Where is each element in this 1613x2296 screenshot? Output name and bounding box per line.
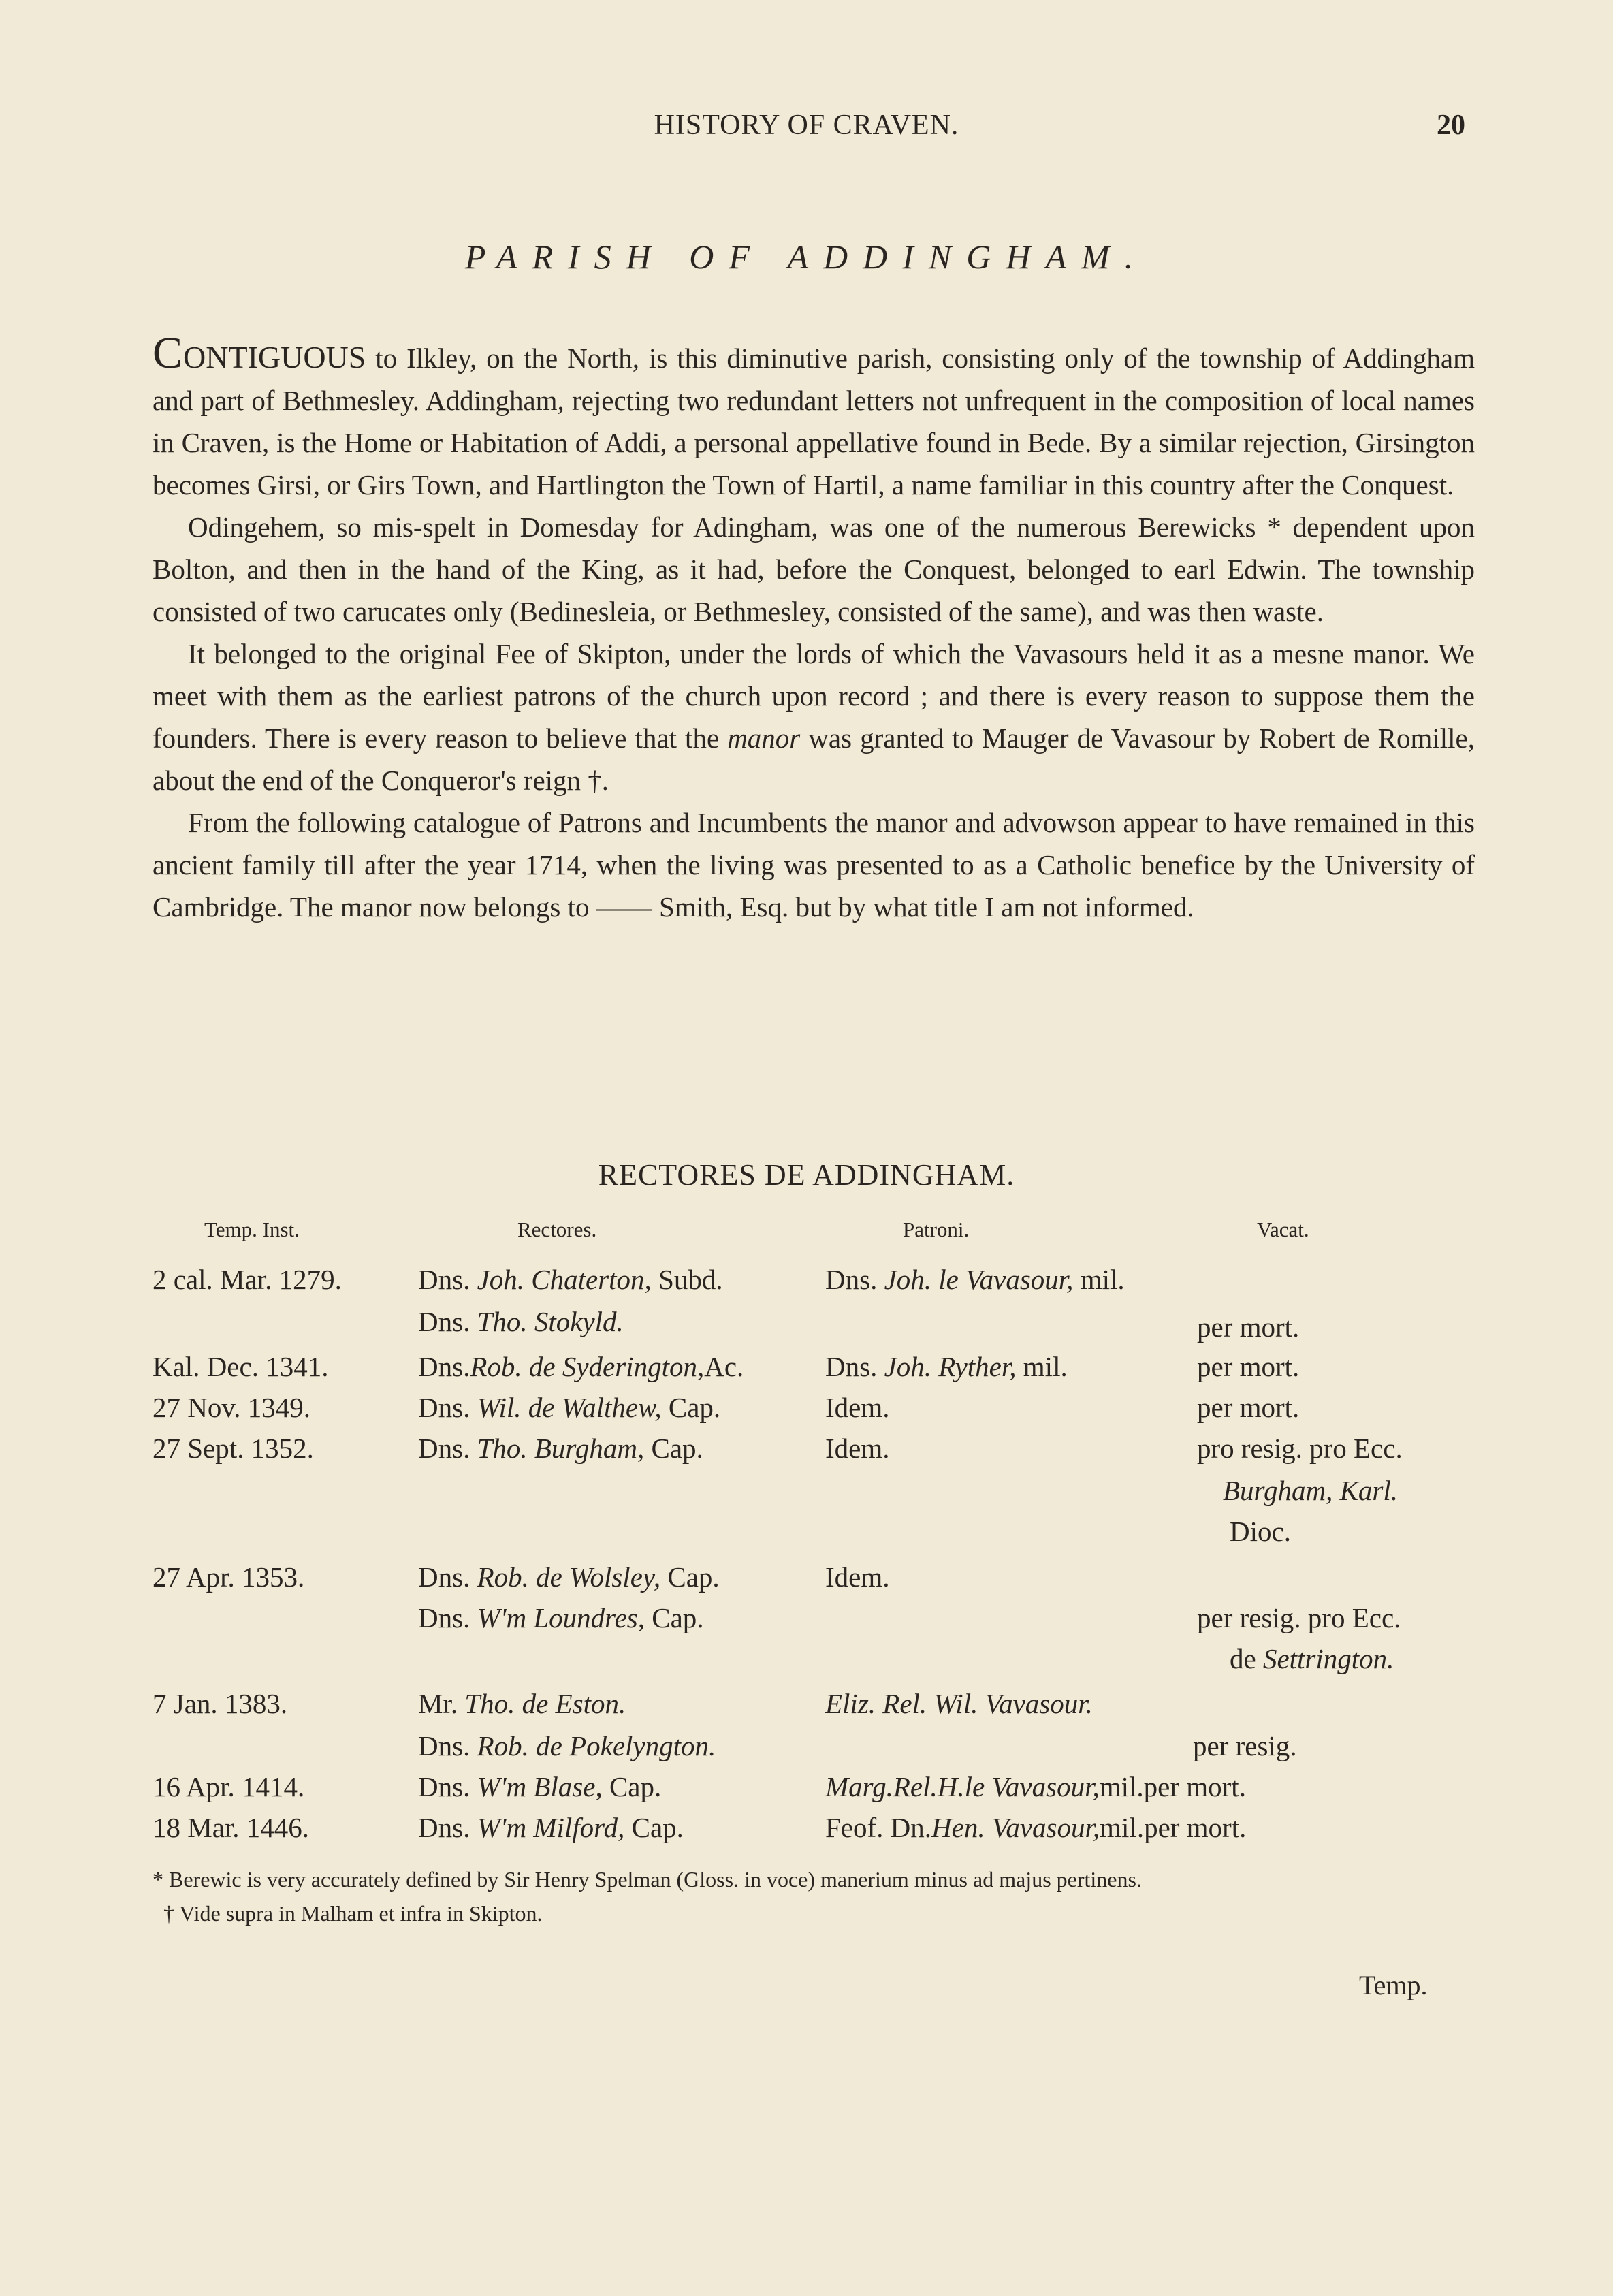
paragraph-4: From the following catalogue of Patrons and Incumbents the manor and advowson appear to have remained in this ancient family till after the year 1714, when the living was presented to as a Catholic benefice by the University of Cambridge. The manor now belongs to —— Smith, Esq. but by what title I am not informed. xyxy=(153,807,1475,923)
rector-title: Cap. xyxy=(644,1433,703,1464)
opening-word: ONTIGUOUS xyxy=(183,340,366,374)
row-patron: Eliz. Rel. Wil. Vavasour. xyxy=(825,1688,1093,1719)
footnote-2: † Vide supra in Malham et infra in Skipton. xyxy=(163,1901,543,1926)
rector-prefix: Dns. xyxy=(418,1392,477,1423)
rector-title: Cap. xyxy=(660,1561,720,1593)
column-header-patroni: Patroni. xyxy=(903,1217,970,1241)
row-vacat: per resig. xyxy=(1193,1730,1297,1761)
row-date: 27 Nov. 1349. xyxy=(153,1392,310,1423)
rector-prefix: Mr. xyxy=(418,1688,465,1719)
patron-name: Hen. Vavasour, xyxy=(931,1812,1100,1843)
row-rector xyxy=(418,1432,703,1465)
row-rector xyxy=(418,1305,624,1338)
row-vacat-continued: Dioc. xyxy=(1230,1516,1291,1547)
patron-suffix: mil. xyxy=(1073,1264,1125,1295)
patron-name: Marg.Rel.H.le Vavasour, xyxy=(825,1771,1100,1802)
rector-prefix: Dns. xyxy=(418,1433,477,1464)
row-vacat: per mort. xyxy=(1197,1351,1300,1382)
rector-prefix: Dns. xyxy=(418,1812,477,1843)
footnote-1: * Berewic is very accurately defined by Sir Henry Spelman (Gloss. in voce) manerium minus ad majus pertinens. xyxy=(153,1867,1142,1892)
paragraph-3 xyxy=(153,633,1475,801)
paragraph-2: Odingehem, so mis-spelt in Domesday for Adingham, was one of the numerous Berewicks * dependent upon Bolton, and then in the hand of the King, as it had, before the Conquest, belonged to earl Edwin. The township consisted of two carucates only (Bedinesleia, or Bethmesley, consisted of the same), and was then waste. xyxy=(153,511,1475,627)
rector-name: Tho. de Eston. xyxy=(464,1688,626,1719)
rector-title: Subd. xyxy=(651,1264,723,1295)
column-header-rectores: Rectores. xyxy=(517,1217,597,1241)
rector-name: Rob. de Wolsley, xyxy=(477,1561,661,1593)
row-patron: Idem. xyxy=(825,1433,890,1464)
rector-name: W'm Loundres, xyxy=(477,1602,645,1633)
rector-title: Cap. xyxy=(645,1602,704,1633)
rector-prefix: Dns. xyxy=(418,1264,477,1295)
row-date: 2 cal. Mar. 1279. xyxy=(153,1264,342,1295)
row-patron xyxy=(825,1811,1246,1844)
row-rector xyxy=(418,1350,744,1383)
rector-title: Cap. xyxy=(624,1812,684,1843)
row-patron xyxy=(825,1263,1125,1296)
row-date: Kal. Dec. 1341. xyxy=(153,1351,329,1382)
row-vacat: per resig. pro Ecc. xyxy=(1197,1602,1401,1633)
row-rector xyxy=(418,1263,723,1296)
row-date: 27 Sept. 1352. xyxy=(153,1433,314,1464)
row-patron xyxy=(825,1770,1246,1803)
patron-prefix: Dns. xyxy=(825,1264,884,1295)
patron-suffix: mil.per mort. xyxy=(1100,1812,1247,1843)
row-rector xyxy=(418,1391,720,1424)
row-vacat-continued: Burgham, Karl. xyxy=(1223,1475,1399,1506)
rector-name: Rob. de Pokelyngton. xyxy=(477,1730,716,1761)
patron-suffix: mil. xyxy=(1016,1351,1068,1382)
row-rector xyxy=(418,1601,704,1634)
rector-name: Tho. Burgham, xyxy=(477,1433,645,1464)
parish-title: PARISH OF ADDINGHAM. xyxy=(464,238,1149,276)
row-date: 18 Mar. 1446. xyxy=(153,1812,310,1843)
patron-suffix: mil.per mort. xyxy=(1099,1771,1246,1802)
rector-prefix: Dns. xyxy=(418,1771,477,1802)
rector-title: Cap. xyxy=(602,1771,662,1802)
row-patron: Idem. xyxy=(825,1392,890,1423)
paragraph-3-text-a: It belonged to the original Fee of Skipton, under the lords of which the Vavasours held it as a mesne manor. We meet with them as the earliest patrons of the church upon record ; and there is every reason to suppose them the founders. There is every reason to believe that the xyxy=(153,638,1475,754)
paragraph-3-text-b: was granted to Mauger de Vavasour by Robert de Romille, about the end of the Conqueror's reign †. xyxy=(153,722,1475,796)
row-patron xyxy=(825,1350,1068,1383)
row-rector xyxy=(418,1729,716,1762)
rector-name: W'm Milford, xyxy=(477,1812,625,1843)
drop-cap: C xyxy=(153,328,184,378)
footnotes xyxy=(153,1862,1475,1930)
column-header-temp: Temp. Inst. xyxy=(204,1217,300,1241)
vacat-prefix: de xyxy=(1230,1643,1263,1674)
vacat-place: Settrington. xyxy=(1262,1643,1394,1674)
row-patron: Idem. xyxy=(825,1561,890,1593)
row-vacat-continued xyxy=(1230,1642,1394,1675)
page-number: 20 xyxy=(1437,110,1465,141)
rector-prefix: Dns. xyxy=(418,1306,477,1337)
catchword: Temp. xyxy=(1359,1970,1428,2000)
patron-prefix: Feof. Dn. xyxy=(825,1812,932,1843)
row-date: 27 Apr. 1353. xyxy=(153,1561,305,1593)
paragraph-1 xyxy=(153,328,1475,506)
rector-title: Ac. xyxy=(704,1351,744,1382)
rector-name: Rob. de Syderington, xyxy=(470,1351,705,1382)
rector-name: Joh. Chaterton, xyxy=(477,1264,652,1295)
row-rector xyxy=(418,1687,626,1720)
rector-title: Cap. xyxy=(661,1392,721,1423)
rector-name: Tho. Stokyld. xyxy=(477,1306,624,1337)
body-text xyxy=(153,328,1475,928)
paragraph-1-text: to Ilkley, on the North, is this diminutive parish, consisting only of the township of Addingham and part of Bethmesley. Addingham, rejecting two redundant letters not unfrequent in the composition of local names in Craven, is the Home or Habitation of Addi, a personal appellative found in Bede. By a similar rejection, Girsington becomes Girsi, or Girs Town, and Hartlington the Town of Hartil, a name familiar in this country after the Conquest. xyxy=(153,342,1475,500)
row-rector xyxy=(418,1811,684,1844)
row-date: 7 Jan. 1383. xyxy=(153,1688,288,1719)
patron-prefix: Dns. xyxy=(825,1351,884,1382)
row-rector xyxy=(418,1561,720,1593)
rector-prefix: Dns. xyxy=(418,1602,477,1633)
rector-name: Wil. de Walthew, xyxy=(477,1392,662,1423)
rector-prefix: Dns. xyxy=(418,1561,477,1593)
column-header-vacat: Vacat. xyxy=(1257,1217,1309,1241)
row-date: 16 Apr. 1414. xyxy=(153,1771,305,1802)
row-vacat: per mort. xyxy=(1197,1311,1300,1343)
row-vacat: pro resig. pro Ecc. xyxy=(1197,1433,1403,1464)
row-rector xyxy=(418,1770,661,1803)
running-head: HISTORY OF CRAVEN. xyxy=(654,110,959,141)
rector-prefix: Dns. xyxy=(418,1730,477,1761)
rector-prefix: Dns. xyxy=(418,1351,470,1382)
patron-name: Joh. le Vavasour, xyxy=(884,1264,1074,1295)
table-title: RECTORES DE ADDINGHAM. xyxy=(598,1158,1015,1192)
row-vacat: per mort. xyxy=(1197,1392,1300,1423)
patron-name: Joh. Ryther, xyxy=(884,1351,1017,1382)
rector-name: W'm Blase, xyxy=(477,1771,603,1802)
manor-word: manor xyxy=(727,722,801,754)
